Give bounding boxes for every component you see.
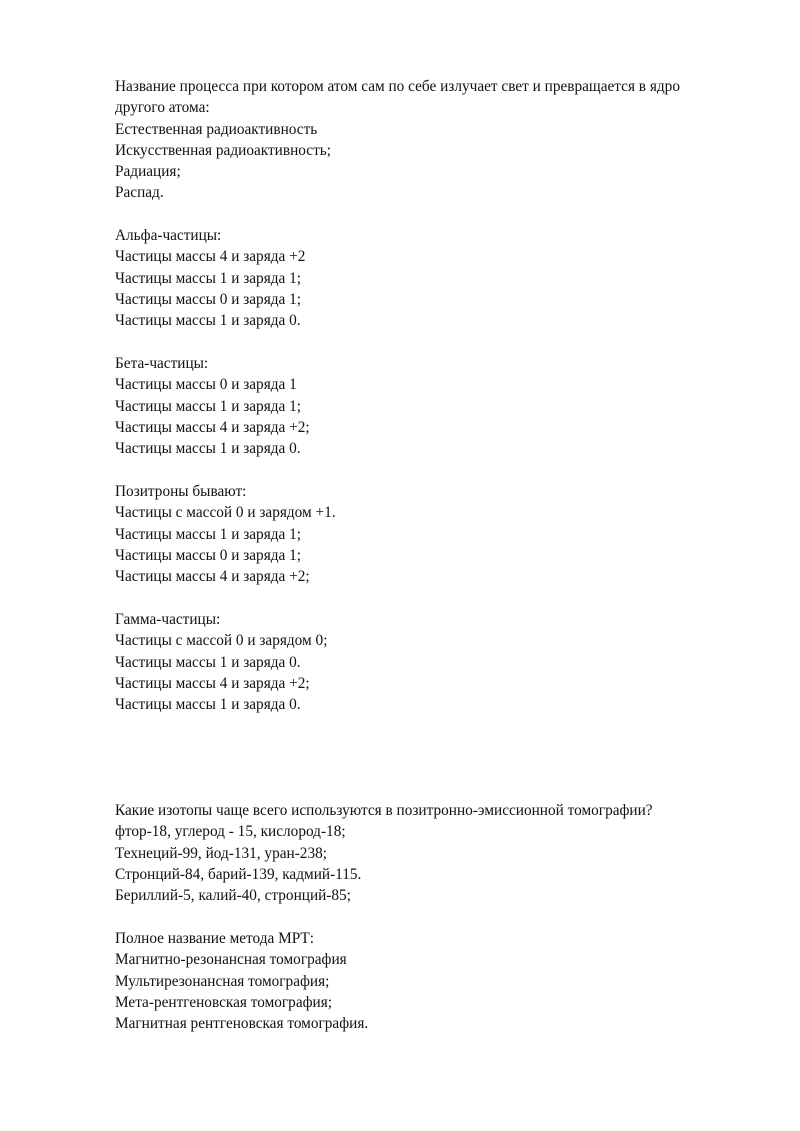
question-block-3 [115,353,725,459]
answer-option: Частицы массы 0 и заряда 1; [115,290,302,308]
answer-option: Частицы массы 1 и заряда 0. [115,440,301,458]
question-block-4 [115,481,725,587]
answer-option: Радиация; [115,163,181,181]
answer-option: Частицы массы 1 и заряда 1; [115,397,302,415]
answer-option: Частицы массы 4 и заряда +2 [115,248,306,266]
answer-option: Частицы с массой 0 и зарядом 0; [115,632,328,650]
question-text: Какие изотопы чаще всего используются в позитронно-эмиссионной томографии? [115,802,653,819]
question-text: Позитроны бывают: [115,483,247,500]
answer-option: Частицы массы 1 и заряда 0. [115,312,301,330]
question-block-7 [115,928,725,1034]
answer-option: Частицы массы 4 и заряда +2; [115,418,310,436]
answer-option: Магнитная рентгеновская томография. [115,1015,369,1033]
answer-option: Бериллий-5, калий-40, стронций-85; [115,887,351,905]
answer-option: Технеций-99, йод-131, уран-238; [115,844,327,862]
answer-option: Искусственная радиоактивность; [115,141,331,159]
answer-option: Магнитно-резонансная томография [115,951,347,969]
answer-option: Частицы массы 0 и заряда 1; [115,546,302,564]
answer-option: Частицы массы 4 и заряда +2; [115,674,310,692]
question-block-6 [115,800,725,906]
question-block-5 [115,609,725,715]
question-text: Бета-частицы: [115,355,209,372]
answer-option: Частицы массы 1 и заряда 1; [115,525,302,543]
answer-option: Частицы с массой 0 и зарядом +1. [115,504,336,522]
answer-option: Естественная радиоактивность [115,120,318,138]
question-text: Полное название метода МРТ: [115,930,315,947]
answer-option: Частицы массы 1 и заряда 0. [115,696,301,714]
question-text: Альфа-частицы: [115,227,222,244]
answer-option: Частицы массы 4 и заряда +2; [115,568,310,586]
answer-option: Мета-рентгеновская томография; [115,993,332,1011]
answer-option: Частицы массы 1 и заряда 1; [115,269,302,287]
answer-option: Мультирезонансная томография; [115,972,330,990]
answer-option: Стронций-84, барий-139, кадмий-115. [115,865,362,883]
question-text: Название процесса при котором атом сам по себе излучает свет и превращается в ядро другого атома: [115,78,680,117]
question-block-2 [115,225,725,331]
answer-option: фтор-18, углерод - 15, кислород-18; [115,823,346,841]
answer-option: Частицы массы 0 и заряда 1 [115,376,297,394]
answer-option: Частицы массы 1 и заряда 0. [115,653,301,671]
answer-option: Распад. [115,184,164,202]
question-text: Гамма-частицы: [115,611,221,628]
question-block-1 [115,76,725,204]
